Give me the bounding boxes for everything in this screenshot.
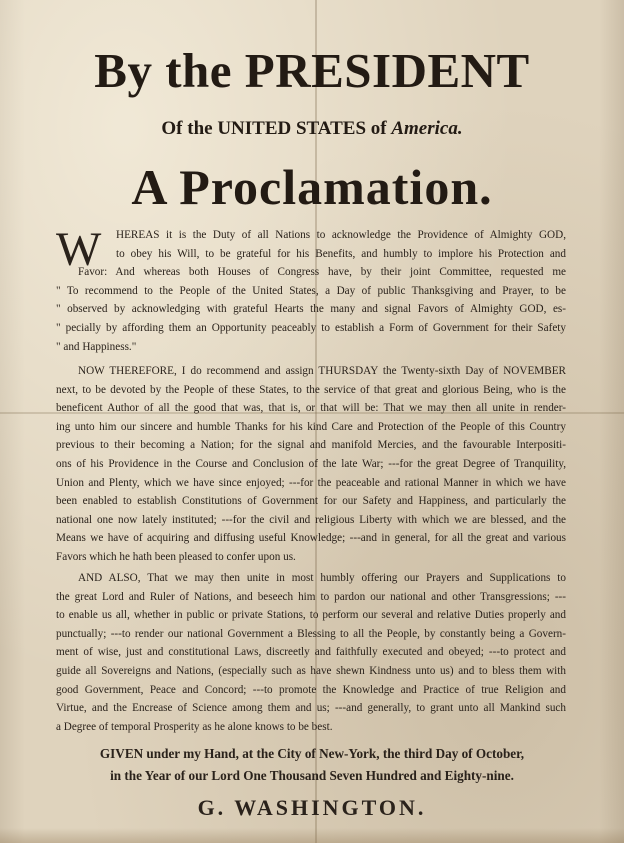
given-line-2: in the Year of our Lord One Thousand Seven Hundred and Eighty-nine. [110,768,514,783]
paragraph-and-also [56,569,566,736]
text-line: AND ALSO, That we may then unite in most humbly offering our Prayers and Supplications to [78,572,566,584]
text-line: Union and Plenty, which we have since enjoyed; ---for the peaceable and rational Manner in which we have [56,476,566,489]
text-line: previous to their becoming a Nation; for the signal and manifold Mercies, and the favourable Interpositi- [56,439,566,452]
heading-proclamation: A Proclamation. [131,159,493,215]
heading-united-states [0,118,624,140]
text-line: ons of his Providence in the Course and Conclusion of the late War; ---for the great Degree of Tranquility, [56,457,566,470]
text-line: next, to be devoted by the People of these States, to the service of that great and glorious Being, who is the [56,383,566,396]
paper-bottom-edge [0,828,624,843]
text-line: to obey his Will, to be grateful for his Benefits, and humbly to implore his Protection and [116,247,566,260]
text-line: Means we have of acquiring and diffusing useful Knowledge; ---and in general, for all the great and various [56,532,566,545]
drop-cap: W [56,223,102,276]
text-line: Favors which he hath been pleased to confer upon us. [56,550,296,563]
text-line: " To recommend to the People of the United States, a Day of public Thanksgiving and Prayer, to be [56,284,566,297]
text-line: good Government, Peace and Concord; ---to promote the Knowledge and Practice of true Religion and [56,683,566,696]
text-line: guide all Sovereigns and Nations, (especially such as have shewn Kindness unto us) and to bless them with [56,664,566,677]
text-line: beneficent Author of all the good that was, that is, or that will be: That we may then all unite in render- [56,402,566,415]
text-line: the great Lord and Ruler of Nations, and beseech him to pardon our national and other Transgressions; --- [56,590,566,603]
heading-america: America. [391,118,463,139]
text-line: NOW THEREFORE, I do recommend and assign THURSDAY the Twenty-sixth Day of NOVEMBER [78,365,566,377]
text-line: Favor: And whereas both Houses of Congress have, by their joint Committee, requested me [78,266,566,279]
text-line: to enable us all, whether in public or private Stations, to perform our several and relative Duties properly and [56,609,566,622]
given-under-my-hand [40,743,584,787]
text-line: Virtue, and the Encrease of Science among them and us; ---and generally, to grant unto all Mankind such [56,702,566,715]
text-line: ing unto him our sincere and humble Thanks for his kind Care and Protection of the People of this Country [56,420,566,433]
signature-washington: G. WASHINGTON. [197,795,427,820]
paragraph-whereas [56,223,566,356]
text-line: punctually; ---to render our national Government a Blessing to all the People, by constantly being a Govern- [56,627,566,640]
text-line: ment of wise, just and constitutional Laws, discreetly and faithfully executed and obeyed; ---to protect and [56,646,566,659]
text-line: " and Happiness." [56,340,137,353]
text-line: " pecially by affording them an Opportunity peaceably to establish a Form of Government for their Safety [56,321,566,334]
paragraph-now-therefore [56,362,566,567]
text-line: " observed by acknowledging with grateful Hearts the many and signal Favors of Almighty GOD, es- [56,303,566,316]
text-line: HEREAS it is the Duty of all Nations to acknowledge the Providence of Almighty GOD, [116,229,566,241]
heading-united-states-text: Of the UNITED STATES of [161,118,392,139]
given-line-1: GIVEN under my Hand, at the City of New-York, the third Day of October, [99,746,525,761]
heading-by-the-president: By the PRESIDENT [94,43,530,98]
text-line: national one now lately instituted; ---for the civil and religious Liberty with which we are blessed, and the [56,513,566,526]
text-line: a Degree of temporal Prosperity as he alone knows to be best. [56,720,333,733]
text-line: been enabled to establish Constitutions of Government for our Safety and Happiness, and particularly the [56,495,566,508]
